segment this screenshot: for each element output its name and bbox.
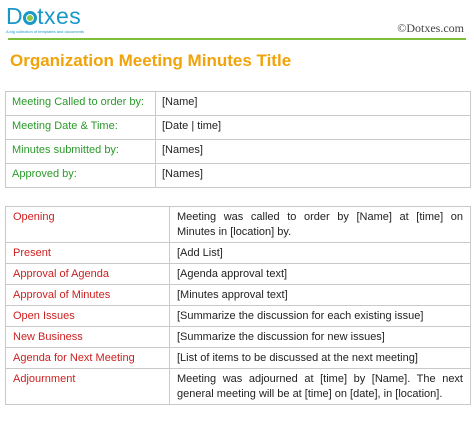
logo-o-icon [23, 11, 37, 25]
document-title: Organization Meeting Minutes Title [10, 51, 292, 70]
meeting-info-table [5, 91, 471, 188]
agenda-label: Opening [6, 207, 170, 243]
logo-tagline: A big collection of templates and documents [6, 29, 85, 34]
agenda-row-approval-agenda [6, 264, 471, 285]
info-label: Minutes submitted by: [6, 140, 156, 164]
info-label: Meeting Date & Time: [6, 116, 156, 140]
logo-wordmark [6, 4, 96, 28]
agenda-value[interactable]: Meeting was adjourned at [time] by [Name]. The next general meeting will be at [time] on [date], in [location]. [170, 369, 471, 405]
info-row-called-by [6, 92, 471, 116]
logo-text-end: txes [37, 3, 82, 29]
info-value[interactable]: [Names] [156, 164, 471, 188]
dotxes-logo [6, 4, 96, 34]
info-row-approved-by [6, 164, 471, 188]
agenda-label: Open Issues [6, 306, 170, 327]
agenda-row-approval-minutes [6, 285, 471, 306]
agenda-label: Present [6, 243, 170, 264]
agenda-row-present [6, 243, 471, 264]
agenda-value[interactable]: Meeting was called to order by [Name] at [time] on Minutes in [location] by. [170, 207, 471, 243]
agenda-label: Adjournment [6, 369, 170, 405]
info-value[interactable]: [Names] [156, 140, 471, 164]
agenda-value[interactable]: [List of items to be discussed at the next meeting] [170, 348, 471, 369]
agenda-label: New Business [6, 327, 170, 348]
agenda-row-adjournment [6, 369, 471, 405]
agenda-value[interactable]: [Add List] [170, 243, 471, 264]
agenda-row-opening [6, 207, 471, 243]
agenda-value[interactable]: [Summarize the discussion for each existing issue] [170, 306, 471, 327]
agenda-value[interactable]: [Agenda approval text] [170, 264, 471, 285]
agenda-label: Approval of Agenda [6, 264, 170, 285]
agenda-label: Approval of Minutes [6, 285, 170, 306]
info-label: Meeting Called to order by: [6, 92, 156, 116]
copyright-text: ©Dotxes.com [397, 21, 464, 35]
agenda-value[interactable]: [Summarize the discussion for new issues] [170, 327, 471, 348]
info-label: Approved by: [6, 164, 156, 188]
info-row-submitted-by [6, 140, 471, 164]
agenda-table [5, 206, 471, 405]
agenda-row-new-business [6, 327, 471, 348]
header-divider [8, 38, 466, 40]
agenda-row-next-meeting [6, 348, 471, 369]
info-value[interactable]: [Name] [156, 92, 471, 116]
agenda-row-open-issues [6, 306, 471, 327]
info-value[interactable]: [Date | time] [156, 116, 471, 140]
logo-text-start: D [6, 3, 24, 29]
info-row-date-time [6, 116, 471, 140]
agenda-value[interactable]: [Minutes approval text] [170, 285, 471, 306]
agenda-label: Agenda for Next Meeting [6, 348, 170, 369]
